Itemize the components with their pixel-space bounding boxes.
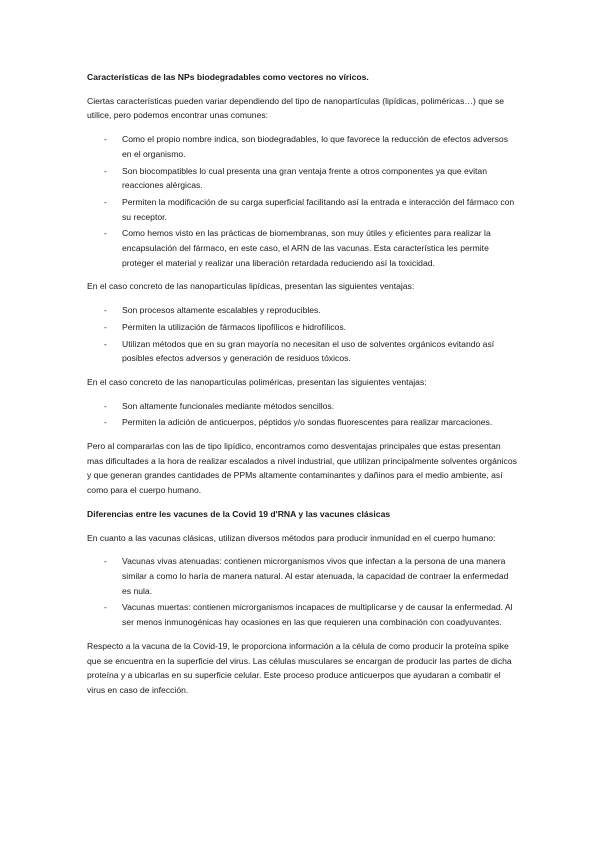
paragraph-covid: Respecto a la vacuna de la Covid-19, le proporciona información a la célula de como producir la proteína spike que se encuentra en la superficie del virus. Las células musculares se encargan de producir las partes de dicha proteína y a ubicarlas en su superficie celular. Este proceso produce anticuerpos que ayudaran a combatir el virus en caso de infección. bbox=[87, 640, 512, 695]
bullet-dash: - bbox=[104, 400, 107, 411]
paragraph-comparison: Pero al compararlas con las de tipo lipídico, encontramos como desventajas principales que estas presentan mas dificultades a la hora de realizar escalados a nivel industrial, que utilizan principalmente solventes orgánicos y que generan grandes cantidades de PPMs altamente contaminantes y dañinos para el medio ambiente, así como para el cuerpo humano. bbox=[87, 441, 517, 496]
bullet-dash: - bbox=[104, 556, 107, 567]
list-item: - Como hemos visto en las prácticas de biomembranas, son muy útiles y eficientes para realizar la encapsulación del fármaco, en este caso, el ARN de las vacunas. Esta característica les permite proteger el material y realizar una liberación retardada reduciendo así la toxicidad. bbox=[104, 228, 491, 268]
bullet-dash: - bbox=[104, 196, 107, 207]
polymer-advantages-list bbox=[87, 399, 519, 430]
list-item: - Permiten la utilización de fármacos lipofílicos e hidrofílicos. bbox=[87, 320, 519, 335]
paragraph-classic-intro: En cuanto a las vacunas clásicas, utilizan diversos métodos para producir inmunidad en el cuerpo humano: bbox=[87, 532, 496, 543]
paragraph-lipid-intro: En el caso concreto de las nanopartículas lipídicas, presentan las siguientes ventajas: bbox=[87, 281, 415, 292]
list-item: - Utilizan métodos que en su gran mayoría no necesitan el uso de solventes orgánicos evitando así posibles efectos adversos y generación de residuos tóxicos. bbox=[104, 338, 495, 364]
bullet-dash: - bbox=[104, 165, 107, 176]
paragraph-intro: Ciertas características pueden variar dependiendo del tipo de nanopartículas (lipídicas, poliméricas…) que se utilice, pero podemos encontrar unas comunes: bbox=[87, 95, 505, 121]
bullet-dash: - bbox=[104, 134, 107, 145]
section-title-vaccines: Diferencias entre les vacunes de la Covid 19 d'RNA y las vacunes clásicas bbox=[87, 508, 391, 519]
bullet-dash: - bbox=[104, 417, 107, 428]
list-item: - Vacunas muertas: contienen microrganismos incapaces de multiplicarse y de causar la enfermedad. Al ser menos inmunogénicas hay ocasiones en las que requieren una combinación con coadyuvantes. bbox=[104, 602, 513, 628]
list-item: - Son procesos altamente escalables y reproducibles. bbox=[87, 303, 519, 318]
lipid-advantages-list bbox=[87, 303, 519, 366]
section-title-nps: Características de las NPs biodegradables como vectores no víricos. bbox=[87, 72, 369, 82]
list-item: - Son biocompatibles lo cual presenta una gran ventaja frente a otros componentes ya que evitan reacciones alérgicas. bbox=[104, 165, 487, 191]
bullet-dash: - bbox=[104, 305, 107, 316]
bullet-dash: - bbox=[104, 602, 107, 613]
common-characteristics-list bbox=[87, 132, 519, 270]
bullet-dash: - bbox=[104, 338, 107, 349]
list-item: - Como el propio nombre indica, son biodegradables, lo que favorece la reducción de efectos adversos en el organismo. bbox=[104, 134, 508, 159]
list-item: - Son altamente funcionales mediante métodos sencillos. bbox=[87, 399, 519, 414]
list-item: - Permiten la modificación de su carga superficial facilitando así la entrada e interacción del fármaco con su receptor. bbox=[104, 196, 515, 222]
vaccine-types-list bbox=[87, 554, 519, 630]
bullet-dash: - bbox=[104, 321, 107, 332]
list-item: - Vacunas vivas atenuadas: contienen microrganismos vivos que infectan a la persona de una manera similar a como lo haría de manera natural. Al estar atenuada, la capacidad de contraer la enfermedad es nula. bbox=[104, 556, 509, 596]
paragraph-polymer-intro: En el caso concreto de las nanopartículas poliméricas, presentan las siguientes ventajas: bbox=[87, 376, 427, 387]
list-item: - Permiten la adición de anticuerpos, péptidos y/o sondas fluorescentes para realizar marcaciones. bbox=[87, 415, 519, 430]
bullet-dash: - bbox=[104, 228, 107, 239]
